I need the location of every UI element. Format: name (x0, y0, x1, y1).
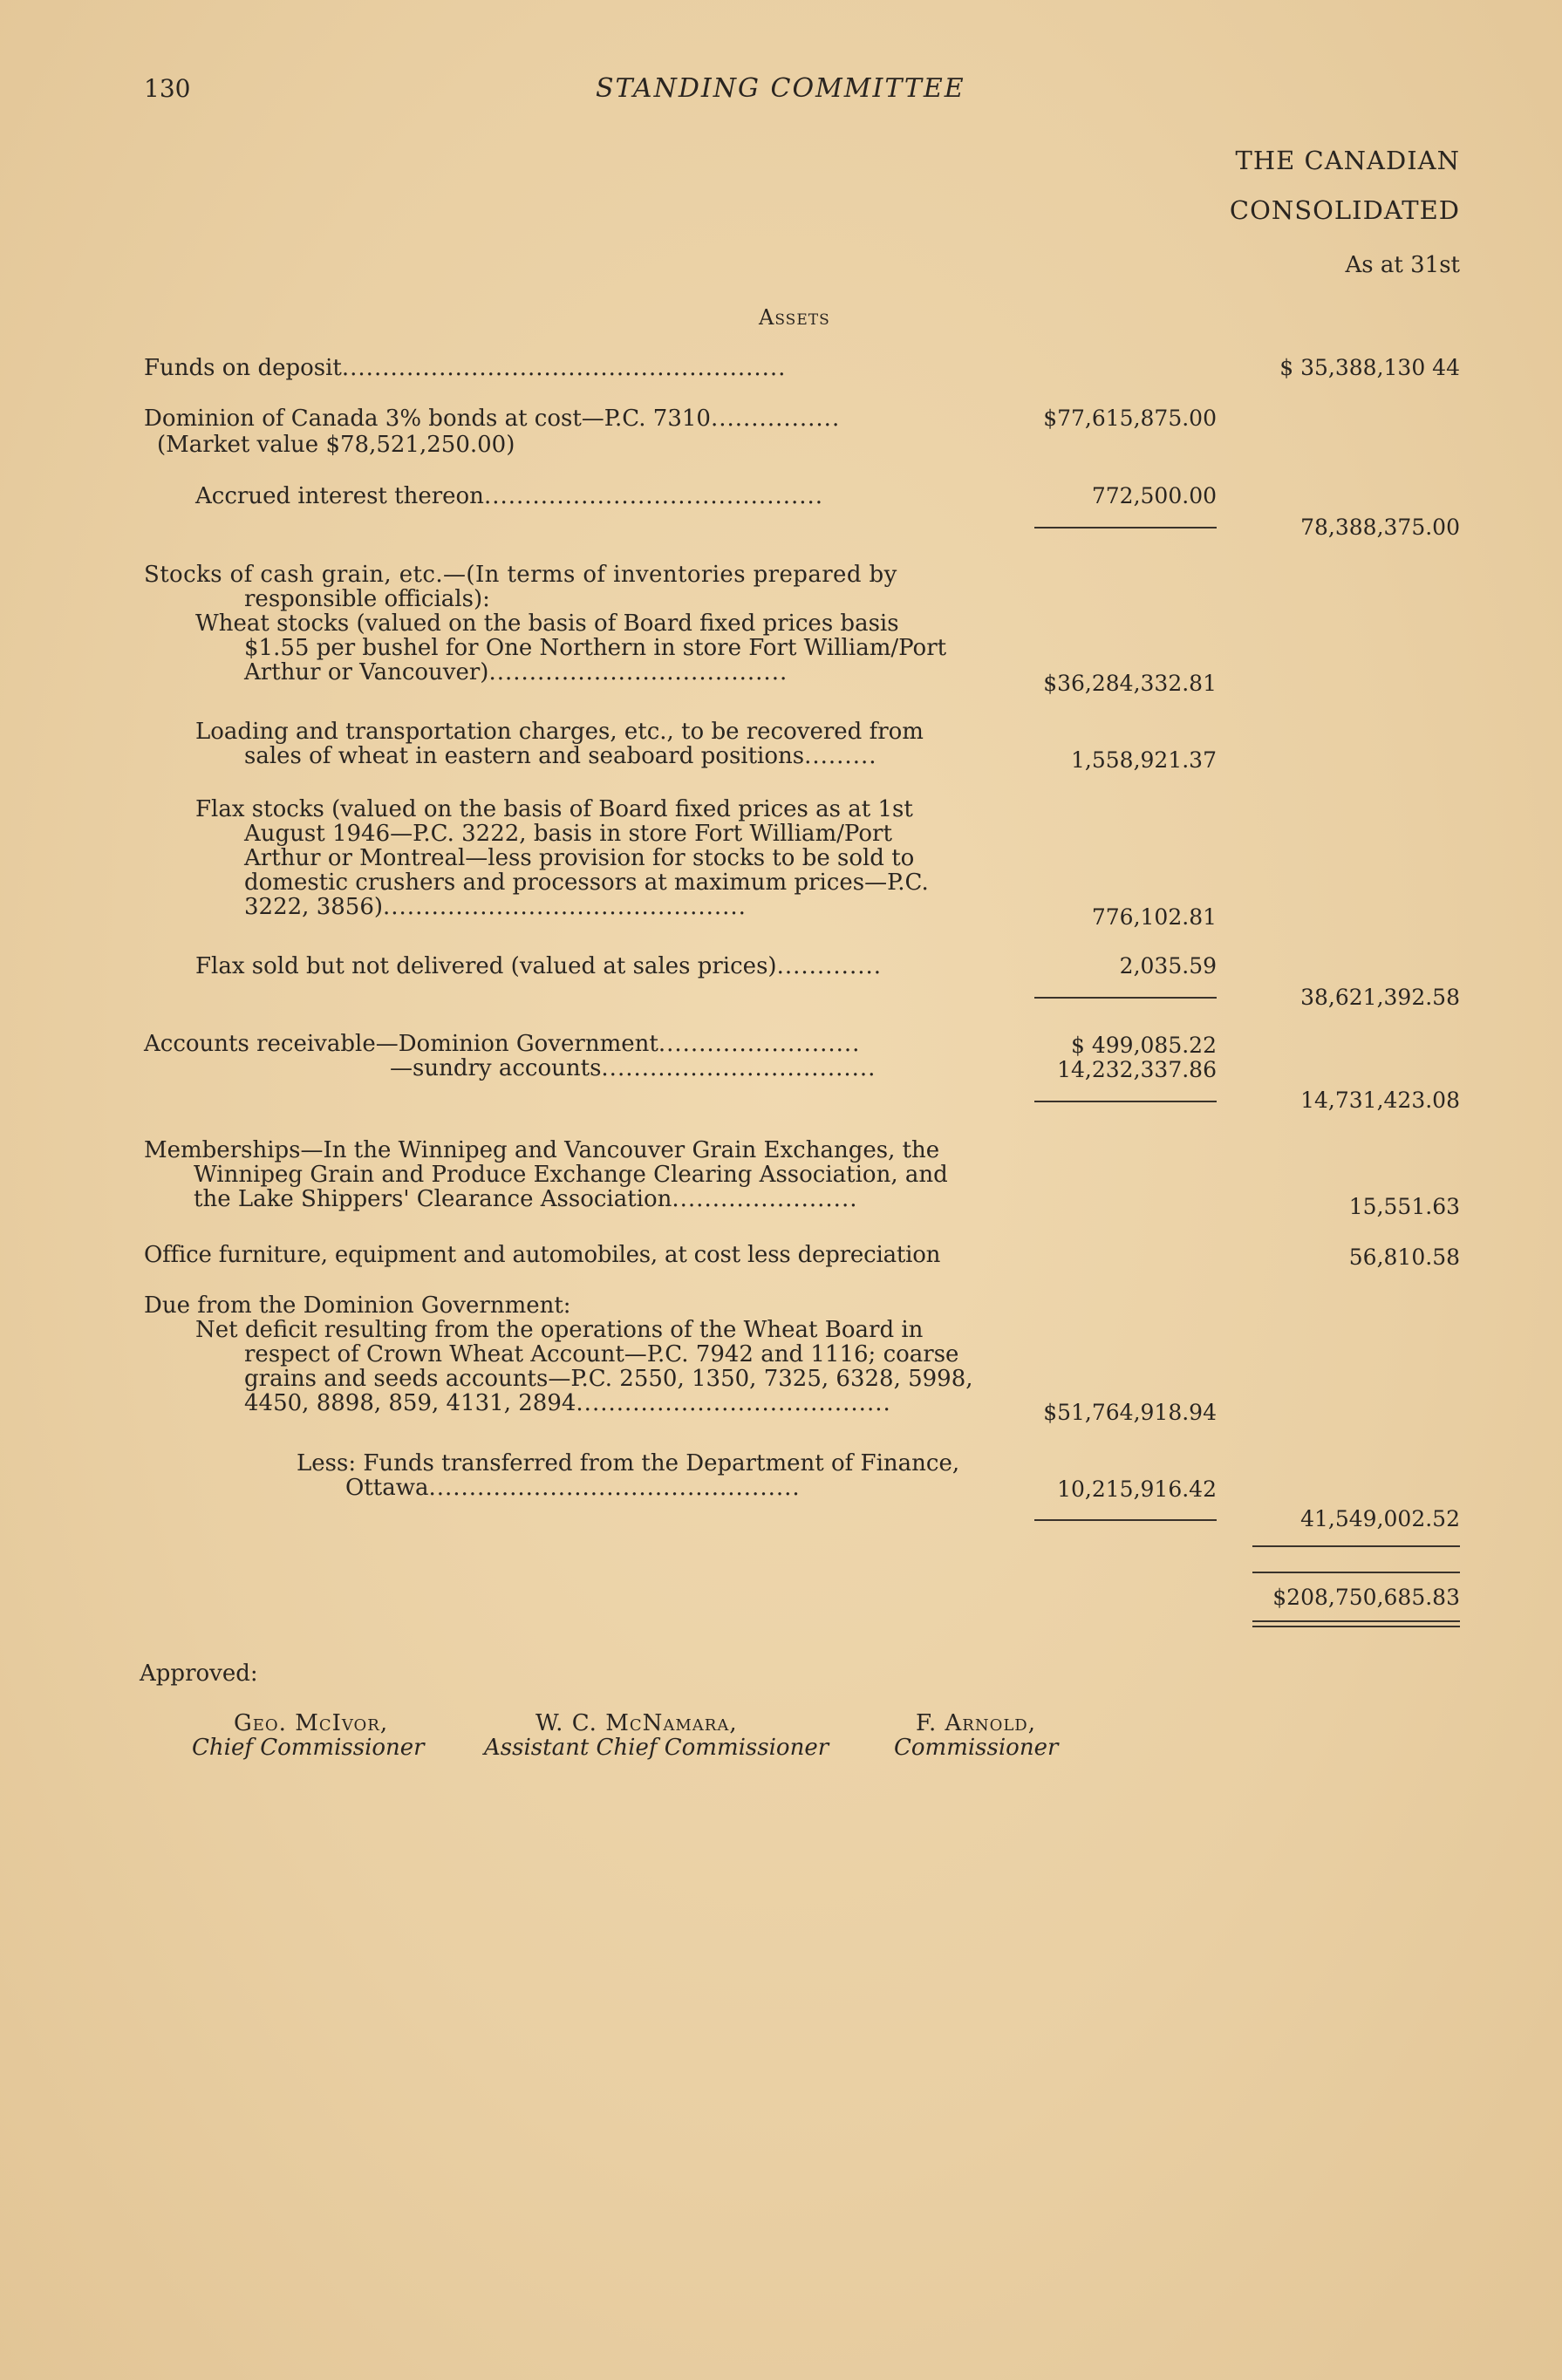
flax-stocks-amount: 776,102.81 (1091, 904, 1217, 930)
funds-total: $ 35,388,130 44 (1279, 355, 1460, 380)
memberships-line-3: the Lake Shippers' Clearance Association....................... (194, 1186, 858, 1212)
less-line-1: Less: Funds transferred from the Department of Finance, (297, 1450, 960, 1476)
org-line-2: CONSOLIDATED (1229, 195, 1460, 225)
flax-stocks-line-2: August 1946—P.C. 3222, basis in store Fort William/Port (244, 821, 892, 847)
bonds-note: (Market value $78,521,250.00) (157, 432, 515, 458)
bonds-label: Dominion of Canada 3% bonds at cost—P.C. 7310................ (144, 406, 841, 432)
accounts-receivable-label-1: Accounts receivable—Dominion Government......................... (144, 1031, 861, 1057)
memberships-line-1: Memberships—In the Winnipeg and Vancouver Grain Exchanges, the (144, 1137, 940, 1163)
subtotal-rule-2 (1034, 997, 1217, 999)
section-heading: Assets (759, 305, 830, 330)
loading-charges-line-2: sales of wheat in eastern and seaboard positions......... (244, 743, 877, 769)
accounts-receivable-amount-1: $ 499,085.22 (1071, 1033, 1217, 1058)
signatory-3-name: F. Arnold, (916, 1710, 1037, 1736)
memberships-total: 15,551.63 (1348, 1194, 1460, 1219)
running-title: STANDING COMMITTEE (596, 73, 965, 104)
stocks-intro-line-2: responsible officials): (244, 586, 490, 612)
flax-sold-amount: 2,035.59 (1119, 953, 1217, 979)
signatory-1-title: Chief Commissioner (192, 1735, 425, 1761)
due-heading: Due from the Dominion Government: (144, 1292, 571, 1319)
loading-charges-amount: 1,558,921.37 (1071, 747, 1217, 773)
due-line-3: grains and seeds accounts—P.C. 2550, 1350, 7325, 6328, 5998, (244, 1366, 973, 1392)
accrued-interest-label: Accrued interest thereon.......................................... (195, 483, 824, 509)
subtotal-rule-3 (1034, 1101, 1217, 1102)
less-line-2: Ottawa.............................................. (345, 1475, 801, 1501)
total-rule-top (1252, 1545, 1460, 1547)
flax-sold-label: Flax sold but not delivered (valued at sales prices)............. (195, 953, 883, 979)
due-line-4: 4450, 8898, 859, 4131, 2894....................................... (244, 1390, 891, 1416)
signatory-2-title: Assistant Chief Commissioner (484, 1735, 829, 1761)
accounts-receivable-total: 14,731,423.08 (1300, 1088, 1460, 1113)
memberships-line-2: Winnipeg Grain and Produce Exchange Clearing Association, and (194, 1162, 948, 1188)
approved-label: Approved: (140, 1661, 258, 1687)
accounts-receivable-label-2: —sundry accounts.................................. (390, 1055, 876, 1081)
signatory-1-name: Geo. McIvor, (234, 1710, 389, 1736)
flax-stocks-line-3: Arthur or Montreal—less provision for stocks to be sold to (244, 845, 915, 871)
grand-total: $208,750,685.83 (1272, 1585, 1460, 1610)
less-amount: 10,215,916.42 (1057, 1476, 1217, 1502)
bonds-amount: $77,615,875.00 (1043, 406, 1217, 431)
funds-label: Funds on deposit....................................................... (144, 355, 787, 381)
due-line-1: Net deficit resulting from the operations of the Wheat Board in (195, 1317, 924, 1343)
signatory-2-name: W. C. McNamara, (535, 1710, 738, 1736)
total-double-rule-1 (1252, 1620, 1460, 1622)
org-line-1: THE CANADIAN (1235, 146, 1460, 175)
due-line-2: respect of Crown Wheat Account—P.C. 7942 and 1116; coarse (244, 1341, 959, 1367)
wheat-stocks-line-3: Arthur or Vancouver)..................................... (244, 659, 788, 685)
total-double-rule-2 (1252, 1626, 1460, 1627)
signatory-3-title: Commissioner (894, 1735, 1059, 1761)
due-total: 41,549,002.52 (1300, 1506, 1460, 1531)
flax-stocks-line-5: 3222, 3856)............................................. (244, 894, 747, 920)
office-furniture-total: 56,810.58 (1348, 1245, 1460, 1270)
wheat-stocks-line-2: $1.55 per bushel for One Northern in store Fort William/Port (244, 635, 947, 661)
flax-stocks-line-1: Flax stocks (valued on the basis of Board fixed prices as at 1st (195, 796, 913, 822)
wheat-stocks-amount: $36,284,332.81 (1043, 671, 1217, 696)
flax-stocks-line-4: domestic crushers and processors at maximum prices—P.C. (244, 869, 929, 896)
stocks-intro-line-1: Stocks of cash grain, etc.—(In terms of inventories prepared by (144, 562, 897, 588)
subtotal-rule-4 (1034, 1519, 1217, 1521)
stocks-total: 38,621,392.58 (1300, 985, 1460, 1010)
loading-charges-line-1: Loading and transportation charges, etc., to be recovered from (195, 719, 924, 745)
date-line: As at 31st (1345, 252, 1460, 278)
subtotal-rule-1 (1034, 527, 1217, 529)
office-furniture-label: Office furniture, equipment and automobiles, at cost less depreciation (144, 1242, 941, 1268)
bonds-total: 78,388,375.00 (1300, 515, 1460, 540)
accrued-interest-amount: 772,500.00 (1091, 483, 1217, 508)
total-rule-mid (1252, 1572, 1460, 1573)
due-amount: $51,764,918.94 (1043, 1400, 1217, 1425)
page-number: 130 (144, 74, 191, 103)
wheat-stocks-line-1: Wheat stocks (valued on the basis of Board fixed prices basis (195, 610, 899, 637)
accounts-receivable-amount-2: 14,232,337.86 (1057, 1057, 1217, 1082)
